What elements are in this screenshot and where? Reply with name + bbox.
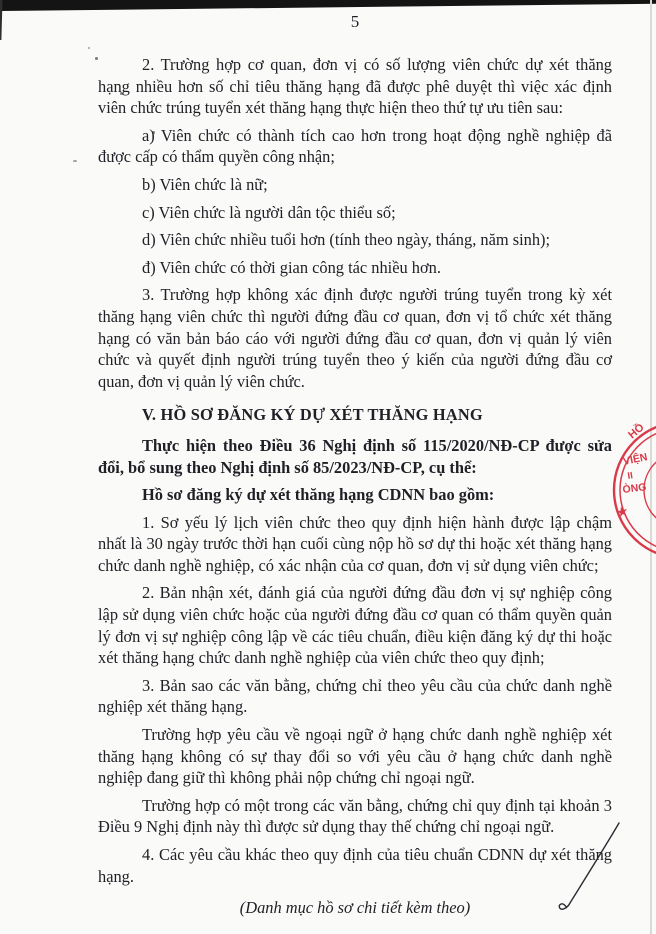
scan-artifact-top-bar — [0, 0, 656, 11]
page-number: 5 — [350, 12, 360, 31]
dossier-item-3: 3. Bản sao các văn bằng, chứng chỉ theo yêu cầu của chức danh nghề nghiệp xét thăng hạng. — [98, 675, 612, 717]
paragraph-certificate-substitute: Trường hợp có một trong các văn bằng, chứng chỉ quy định tại khoản 3 Điều 9 Nghị định này thì được sử dụng thay thế chứng chỉ ngoại ngữ. — [98, 795, 612, 837]
list-item-a: a) Viên chức có thành tích cao hơn trong hoạt động nghề nghiệp đã được cấp có thẩm quyền công nhận; — [98, 125, 612, 167]
dossier-item-4: 4. Các yêu cầu khác theo quy định của tiêu chuẩn CDNN dự xét thăng hạng. — [98, 845, 612, 886]
list-item-dd: đ) Viên chức có thời gian công tác nhiều hơn. — [142, 257, 441, 277]
dossier-item-2: 2. Bản nhận xét, đánh giá của người đứng đầu đơn vị sự nghiệp công lập sử dụng viên chức hoặc của người đứng đầu cơ quan có thẩm quyền quản lý đơn vị sự nghiệp công lập về các tiêu chuẩn, điều kiện đăng ký dự thi hoặc xét thăng hạng chức danh nghề nghiệp của viên chức theo quy định; — [98, 583, 612, 668]
paragraph-foreign-language-exemption: Trường hợp yêu cầu về ngoại ngữ ở hạng chức danh nghề nghiệp xét thăng hạng không có sự thay đổi so với yêu cầu ở hạng chức danh nghề nghiệp đang giữ thì không phải nộp chứng chỉ ngoại ngữ. — [98, 725, 612, 788]
stamp-star-icon: ★ — [615, 503, 630, 520]
scan-speckle — [88, 47, 90, 49]
paragraph-dossier-intro: Hồ sơ đăng ký dự xét thăng hạng CDNN bao gồm: — [142, 485, 495, 505]
paragraph-priority-rule: 2. Trường hợp cơ quan, đơn vị có số lượng viên chức dự xét thăng hạng nhiều hơn số chỉ tiêu thăng hạng đã được phê duyệt thì việc xác định viên chức trúng tuyển xét thăng hạng thực hiện theo thứ tự ưu tiên sau: — [98, 55, 612, 118]
list-item-d: d) Viên chức nhiều tuổi hơn (tính theo ngày, tháng, năm sinh); — [142, 230, 551, 250]
list-item-b: b) Viên chức là nữ; — [142, 174, 268, 194]
paragraph-no-winner-rule: 3. Trường hợp không xác định được người trúng tuyển trong kỳ xét thăng hạng viên chức thì người đứng đầu cơ quan, đơn vị tổ chức xét thăng hạng có văn bản báo cáo với người đứng đầu cơ quan, đơn vị quản lý viên chức và quyết định người trúng tuyển theo ý kiến của người đứng đầu cơ quan, đơn vị quản lý viên chức. — [98, 285, 612, 391]
dossier-item-1: 1. Sơ yếu lý lịch viên chức theo quy định hiện hành được lập chậm nhất là 30 ngày trước thời hạn cuối cùng nộp hồ sơ dự thi hoặc xét thăng hạng chức danh nghề nghiệp, có xác nhận của cơ quan, đơn vị sử dụng viên chức; — [98, 512, 612, 575]
stamp-text-fragment-line3: ÒNG — [621, 481, 648, 496]
paragraph-legal-basis: Thực hiện theo Điều 36 Nghị định số 115/2020/NĐ-CP được sửa đổi, bổ sung theo Nghị định số 85/2023/NĐ-CP, cụ thể: — [98, 435, 612, 477]
stamp-text-fragment-top: HỒ — [626, 421, 647, 442]
attachment-note: (Danh mục hồ sơ chi tiết kèm theo) — [239, 898, 471, 918]
official-red-stamp — [598, 413, 656, 565]
stamp-rings-icon — [598, 413, 656, 565]
section-heading-v: V. HỒ SƠ ĐĂNG KÝ DỰ XÉT THĂNG HẠNG — [142, 405, 483, 425]
scan-artifact-left-edge — [0, 0, 3, 40]
pen-stroke-mark — [552, 816, 627, 916]
list-item-c: c) Viên chức là người dân tộc thiểu số; — [142, 202, 396, 222]
scan-speckle — [73, 160, 77, 162]
document-body — [98, 54, 612, 925]
stamp-text-fragment-line2: II — [626, 470, 634, 482]
stamp-text-fragment-line1: VIỆN — [622, 451, 649, 468]
